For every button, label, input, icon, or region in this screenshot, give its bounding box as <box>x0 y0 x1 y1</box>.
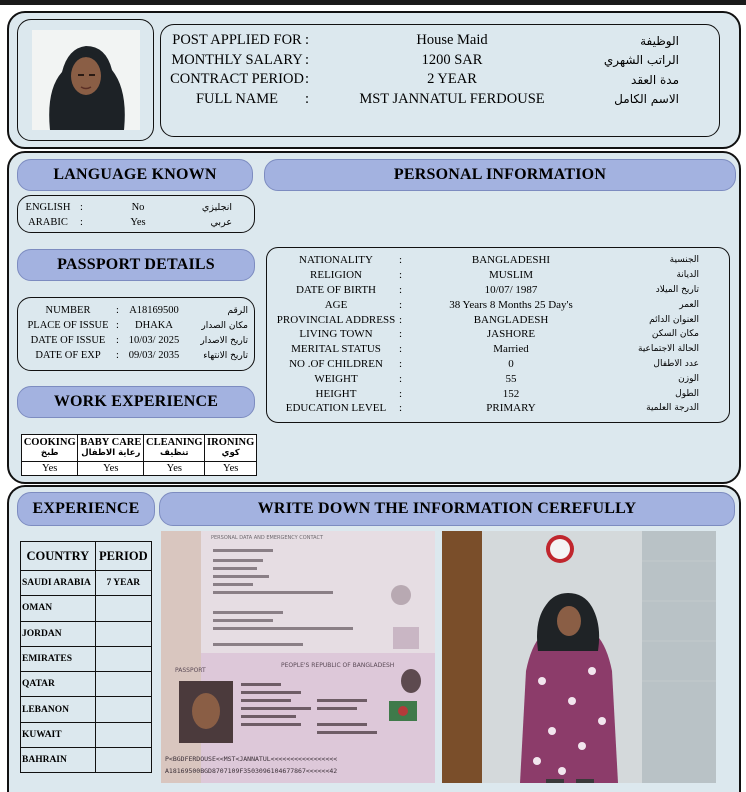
personal-row <box>267 283 729 298</box>
personal-row-colon: : <box>399 387 403 400</box>
header-row-colon: : <box>305 32 310 49</box>
skill-value: Yes <box>78 462 144 476</box>
personal-row-colon: : <box>399 343 403 356</box>
personal-row-value: 10/07/ 1987 <box>484 283 538 296</box>
personal-row-colon: : <box>399 283 403 296</box>
personal-row <box>267 371 729 386</box>
experience-period: 7 YEAR <box>95 571 151 596</box>
passport-row-colon: : <box>116 335 119 346</box>
header-row-value: 2 YEAR <box>427 71 477 88</box>
experience-row <box>21 722 152 747</box>
passport-row-label: DATE OF ISSUE <box>30 335 106 346</box>
header-row-arabic: الاسم الكامل <box>614 92 679 107</box>
personal-row-arabic: الوزن <box>678 373 699 384</box>
personal-row-value: 152 <box>502 387 520 400</box>
passport-row <box>18 318 254 333</box>
skill-name: BABY CARE <box>80 437 142 448</box>
skill-name: IRONING <box>207 437 255 448</box>
experience-period <box>95 748 151 773</box>
personal-row-value: 0 <box>508 357 514 370</box>
header-row-label: CONTRACT PERIOD <box>170 71 304 88</box>
personal-row-label: AGE <box>324 298 348 311</box>
personal-row-label: NO .OF CHILDREN <box>289 357 383 370</box>
personal-row-arabic: العمر <box>679 299 699 310</box>
personal-heading: PERSONAL INFORMATION <box>264 159 736 191</box>
personal-row-label: EDUCATION LEVEL <box>285 402 387 415</box>
personal-row-colon: : <box>399 269 403 282</box>
language-heading: LANGUAGE KNOWN <box>17 159 253 191</box>
personal-row-value: BANGLADESH <box>473 313 549 326</box>
header-row-arabic: مدة العقد <box>631 72 679 87</box>
passport-row-colon: : <box>116 305 119 316</box>
header-row-value: 1200 SAR <box>421 51 483 68</box>
scan-country-line: PEOPLE'S REPUBLIC OF BANGLADESH <box>281 662 395 669</box>
personal-row-colon: : <box>399 328 403 341</box>
experience-heading: EXPERIENCE <box>17 492 155 526</box>
header-row-value: House Maid <box>416 32 488 49</box>
write-down-heading: WRITE DOWN THE INFORMATION CEREFULLY <box>159 492 735 526</box>
skill-header <box>22 435 78 462</box>
personal-row-colon: : <box>399 298 403 311</box>
personal-row-label: HEIGHT <box>315 387 357 400</box>
personal-row-label: PROVINCIAL ADDRESS <box>276 313 396 326</box>
personal-row-colon: : <box>399 372 403 385</box>
passport-row-label: DATE OF EXP <box>35 350 101 361</box>
personal-row <box>267 327 729 342</box>
personal-row-value: PRIMARY <box>486 402 536 415</box>
scan-mrz-line-2: A18169500BGD8707109F3503096104677867<<<<<<42 <box>165 767 338 775</box>
experience-period <box>95 621 151 646</box>
personal-row-arabic: الجنسية <box>669 255 699 266</box>
experience-country: LEBANON <box>21 697 96 722</box>
passport-row-arabic: مكان الصدار <box>201 320 248 331</box>
personal-row-arabic: مكان السكن <box>651 329 699 340</box>
personal-row-value: BANGLADESHI <box>471 254 551 267</box>
personal-row-label: MERITAL STATUS <box>291 343 381 356</box>
header-row-colon: : <box>305 71 310 88</box>
personal-row <box>267 401 729 416</box>
skill-name-arabic: تنظيف <box>160 448 189 458</box>
personal-row-arabic: الطول <box>675 388 699 399</box>
passport-row <box>18 303 254 318</box>
personal-row-label: WEIGHT <box>314 372 358 385</box>
header-row <box>161 70 719 90</box>
skill-name-arabic: طبخ <box>40 448 59 458</box>
passport-heading: PASSPORT DETAILS <box>17 249 255 281</box>
experience-country: OMAN <box>21 596 96 621</box>
personal-box <box>266 247 730 423</box>
personal-row-arabic: الحالة الاجتماعية <box>638 344 699 355</box>
experience-row <box>21 748 152 773</box>
personal-row <box>267 297 729 312</box>
personal-row <box>267 268 729 283</box>
personal-row-colon: : <box>399 313 403 326</box>
experience-period <box>95 646 151 671</box>
experience-country: JORDAN <box>21 621 96 646</box>
passport-row-value: A18169500 <box>129 305 179 316</box>
experience-row <box>21 697 152 722</box>
experience-row <box>21 596 152 621</box>
language-row <box>18 200 254 215</box>
header-row-label: POST APPLIED FOR <box>172 32 302 49</box>
language-row-value: No <box>131 202 145 213</box>
skill-name-arabic: رعاية الاطفال <box>81 448 141 458</box>
experience-country: SAUDI ARABIA <box>21 571 96 596</box>
skill-value: Yes <box>22 462 78 476</box>
experience-row <box>21 672 152 697</box>
language-box <box>17 195 255 233</box>
personal-row-label: RELIGION <box>310 269 362 282</box>
personal-row-arabic: عدد الاطفال <box>653 358 699 369</box>
personal-row-label: DATE OF BIRTH <box>295 283 376 296</box>
scan-passport-label: PASSPORT <box>175 667 206 674</box>
full-body-photo <box>442 531 716 783</box>
experience-row <box>21 621 152 646</box>
experience-col-period: PERIOD <box>95 542 151 571</box>
personal-row-colon: : <box>399 357 403 370</box>
header-row-colon: : <box>305 90 310 107</box>
experience-period <box>95 596 151 621</box>
skill-header <box>144 435 205 462</box>
passport-row-arabic: الرقم <box>227 305 248 316</box>
experience-table <box>20 541 152 773</box>
personal-row-value: Married <box>493 343 529 356</box>
middle-panel <box>7 151 741 484</box>
language-row <box>18 215 254 230</box>
passport-row-label: NUMBER <box>45 305 91 316</box>
skill-header <box>78 435 144 462</box>
experience-period <box>95 722 151 747</box>
personal-row-arabic: العنوان الدائم <box>649 314 699 325</box>
passport-row-value: 09/03/ 2035 <box>128 350 180 361</box>
language-row-arabic: عربي <box>210 217 232 228</box>
passport-row <box>18 333 254 348</box>
passport-row-colon: : <box>116 350 119 361</box>
header-row-label: MONTHLY SALARY <box>171 51 303 68</box>
header-row-colon: : <box>305 51 310 68</box>
header-row-label: FULL NAME <box>195 90 279 107</box>
experience-country: EMIRATES <box>21 646 96 671</box>
experience-period <box>95 672 151 697</box>
passport-row <box>18 348 254 363</box>
language-row-label: ARABIC <box>28 217 68 228</box>
experience-country: KUWAIT <box>21 722 96 747</box>
passport-box <box>17 297 255 371</box>
header-row-arabic: الوظيفة <box>640 33 679 48</box>
skill-name-arabic: كوي <box>221 448 240 458</box>
experience-row <box>21 646 152 671</box>
personal-row-arabic: تاريخ الميلاد <box>655 284 699 295</box>
header-row-arabic: الراتب الشهري <box>603 53 679 68</box>
scan-heading: PERSONAL DATA AND EMERGENCY CONTACT <box>211 535 324 541</box>
personal-row <box>267 342 729 357</box>
top-bar <box>0 0 746 5</box>
experience-period <box>95 697 151 722</box>
personal-row <box>267 253 729 268</box>
experience-country: BAHRAIN <box>21 748 96 773</box>
experience-row <box>21 571 152 596</box>
passport-row-label: PLACE OF ISSUE <box>27 320 109 331</box>
personal-row-label: LIVING TOWN <box>299 328 373 341</box>
header-row-value: MST JANNATUL FERDOUSE <box>359 90 545 107</box>
work-heading: WORK EXPERIENCE <box>17 386 255 418</box>
personal-row-arabic: الديانة <box>676 270 699 281</box>
passport-scan-image <box>161 531 435 783</box>
header-panel <box>7 11 741 149</box>
passport-row-arabic: تاريخ الاصدار <box>200 335 248 346</box>
header-row <box>161 90 719 110</box>
passport-row-arabic: تاريخ الانتهاء <box>203 350 248 361</box>
personal-row-colon: : <box>399 402 403 415</box>
skills-table <box>21 434 257 476</box>
skill-header <box>205 435 257 462</box>
language-row-label: ENGLISH <box>25 202 71 213</box>
candidate-photo <box>32 30 140 130</box>
scan-mrz-line-1: P<BGDFERDOUSE<<MST<JANNATUL<<<<<<<<<<<<<<<<< <box>165 755 338 763</box>
personal-row-arabic: الدرجة العلمية <box>646 403 699 414</box>
header-row <box>161 31 719 51</box>
personal-row-value: 55 <box>505 372 517 385</box>
personal-row <box>267 312 729 327</box>
personal-row <box>267 357 729 372</box>
language-row-value: Yes <box>130 217 146 228</box>
passport-row-value: DHAKA <box>135 320 173 331</box>
language-row-colon: : <box>80 217 83 228</box>
experience-country: QATAR <box>21 672 96 697</box>
language-row-colon: : <box>80 202 83 213</box>
skill-value: Yes <box>144 462 205 476</box>
header-info-box <box>160 24 720 137</box>
header-row <box>161 51 719 71</box>
personal-row-value: JASHORE <box>486 328 536 341</box>
photo-frame <box>17 19 154 141</box>
skill-value: Yes <box>205 462 257 476</box>
personal-row-value: 38 Years 8 Months 25 Day's <box>449 298 573 311</box>
personal-row-value: MUSLIM <box>488 269 533 282</box>
personal-row <box>267 386 729 401</box>
language-row-arabic: انجليزي <box>201 202 232 213</box>
personal-row-label: NATIONALITY <box>299 254 373 267</box>
skill-name: CLEANING <box>146 437 203 448</box>
personal-row-colon: : <box>399 254 403 267</box>
skill-name: COOKING <box>23 437 76 448</box>
passport-row-value: 10/03/ 2025 <box>128 335 180 346</box>
experience-col-country: COUNTRY <box>21 542 96 571</box>
passport-row-colon: : <box>116 320 119 331</box>
bottom-panel <box>7 485 741 792</box>
